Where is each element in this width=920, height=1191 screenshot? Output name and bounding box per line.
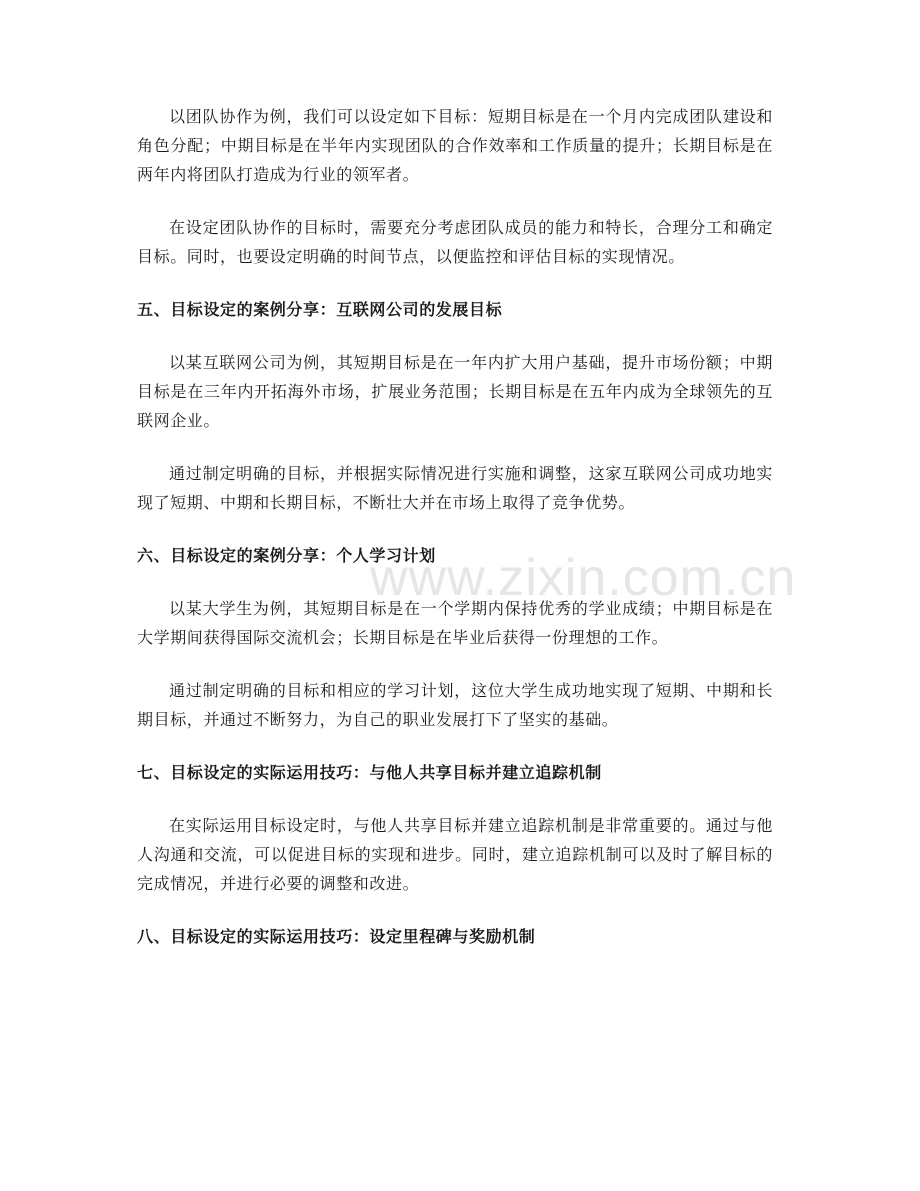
section-heading-5: 五、目标设定的案例分享：互联网公司的发展目标	[137, 300, 503, 319]
paragraph-internet-company-goals: 以某互联网公司为例，其短期目标是在一年内扩大用户基础，提升市场份额；中期目标是在三年内开拓海外市场，扩展业务范围；长期目标是在五年内成为全球领先的互联网企业。	[137, 353, 773, 430]
document-body	[137, 102, 773, 951]
paragraph-student-results: 通过制定明确的目标和相应的学习计划，这位大学生成功地实现了短期、中期和长期目标，并通过不断努力，为自己的职业发展打下了坚实的基础。	[137, 681, 773, 729]
section-heading-6: 六、目标设定的案例分享：个人学习计划	[137, 546, 436, 565]
paragraph-team-goals: 以团队协作为例，我们可以设定如下目标：短期目标是在一个月内完成团队建设和角色分配；中期目标是在半年内实现团队的合作效率和工作质量的提升；长期目标是在两年内将团队打造成为行业的领军者。	[137, 107, 773, 184]
paragraph-student-goals: 以某大学生为例，其短期目标是在一个学期内保持优秀的学业成绩；中期目标是在大学期间获得国际交流机会；长期目标是在毕业后获得一份理想的工作。	[137, 599, 773, 647]
paragraph-sharing-tracking: 在实际运用目标设定时，与他人共享目标并建立追踪机制是非常重要的。通过与他人沟通和交流，可以促进目标的实现和进步。同时，建立追踪机制可以及时了解目标的完成情况，并进行必要的调整和改进。	[137, 816, 773, 893]
section-heading-7: 七、目标设定的实际运用技巧：与他人共享目标并建立追踪机制	[137, 763, 602, 782]
paragraph-team-considerations: 在设定团队协作的目标时，需要充分考虑团队成员的能力和特长，合理分工和确定目标。同时，也要设定明确的时间节点，以便监控和评估目标的实现情况。	[137, 218, 773, 266]
section-heading-8: 八、目标设定的实际运用技巧：设定里程碑与奖励机制	[137, 927, 536, 946]
watermark: www.zixin.com.cn	[370, 549, 797, 607]
paragraph-internet-company-results: 通过制定明确的目标，并根据实际情况进行实施和调整，这家互联网公司成功地实现了短期、中期和长期目标，不断壮大并在市场上取得了竞争优势。	[137, 464, 773, 512]
